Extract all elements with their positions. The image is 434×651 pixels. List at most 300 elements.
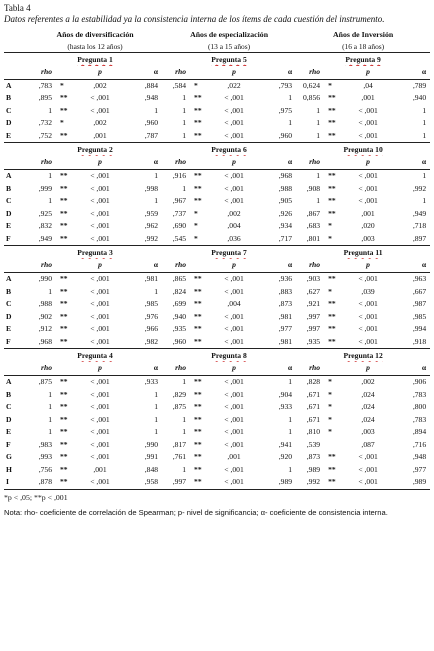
significance-mark: ** xyxy=(194,286,202,296)
table-row xyxy=(4,208,430,221)
significance-mark: ** xyxy=(60,105,68,115)
rho-value: 1 xyxy=(48,389,52,399)
significance-mark: ** xyxy=(328,311,336,321)
p-value: ,004 xyxy=(227,221,241,231)
group-subtitle-row xyxy=(4,41,430,53)
col-alpha: α xyxy=(124,156,162,169)
significance-mark: ** xyxy=(60,439,68,449)
p-value: < ,001 xyxy=(90,324,110,334)
rho-value: ,671 xyxy=(306,389,321,399)
alpha-value: 1 xyxy=(288,414,293,424)
alpha-value: 1 xyxy=(422,196,427,206)
item-label: D xyxy=(6,208,12,218)
rho-value: ,895 xyxy=(38,93,52,103)
significance-mark: ** xyxy=(328,93,336,103)
question-header-row xyxy=(4,53,430,67)
item-label: I xyxy=(4,476,28,489)
rho-value: ,983 xyxy=(38,439,52,449)
col-p: p xyxy=(76,362,124,375)
question-title xyxy=(28,246,162,260)
table-row xyxy=(4,105,430,118)
item-label: B xyxy=(6,389,12,399)
p-value: < ,001 xyxy=(90,427,110,437)
significance-mark: * xyxy=(194,80,198,90)
rho-value: 1 xyxy=(296,130,324,143)
alpha-value: ,667 xyxy=(412,286,427,296)
significance-mark: ** xyxy=(194,439,202,449)
rho-value: ,832 xyxy=(38,221,52,231)
p-value: < ,001 xyxy=(90,452,110,462)
significance-mark: * xyxy=(60,80,64,90)
alpha-value: 1 xyxy=(288,464,293,474)
significance-mark: ** xyxy=(194,93,202,103)
alpha-value: ,992 xyxy=(124,233,162,246)
rho-value: ,873 xyxy=(306,452,321,462)
significance-mark: ** xyxy=(328,183,336,193)
rho-value: ,967 xyxy=(172,196,187,206)
table-row xyxy=(4,336,430,349)
alpha-value: ,934 xyxy=(278,221,293,231)
item-label: A xyxy=(6,377,12,387)
col-p: p xyxy=(210,259,258,272)
question-label: Pregunta 11 xyxy=(343,248,383,258)
table-row xyxy=(4,130,430,143)
significance-mark: ** xyxy=(194,299,202,309)
alpha-value: ,717 xyxy=(258,233,296,246)
significance-mark: ** xyxy=(324,130,344,143)
alpha-value: ,936 xyxy=(278,274,293,284)
rho-value: ,989 xyxy=(306,464,321,474)
rho-value: ,752 xyxy=(28,130,56,143)
rho-value: ,925 xyxy=(38,208,52,218)
p-value: < ,001 xyxy=(90,274,110,284)
p-value: < ,001 xyxy=(224,118,244,128)
p-value: < ,001 xyxy=(76,336,124,349)
p-value: < ,001 xyxy=(90,286,110,296)
rho-value: ,824 xyxy=(172,286,187,296)
p-value: < ,001 xyxy=(210,476,258,489)
table-row xyxy=(4,298,430,311)
rho-value: ,671 xyxy=(306,414,321,424)
rho-value: 1 xyxy=(316,171,321,181)
rho-value: 1 xyxy=(48,286,52,296)
col-alpha: α xyxy=(392,66,430,79)
p-value: < ,001 xyxy=(224,414,244,424)
alpha-value: ,987 xyxy=(412,299,427,309)
p-value: < ,001 xyxy=(90,183,110,193)
table-row xyxy=(4,464,430,477)
p-value: < ,001 xyxy=(90,377,110,387)
p-value: ,022 xyxy=(227,80,241,90)
significance-mark: * xyxy=(328,286,332,296)
p-value: ,002 xyxy=(93,80,107,90)
item-label: D xyxy=(6,311,12,321)
alpha-value: ,989 xyxy=(258,476,296,489)
p-value: < ,001 xyxy=(344,476,392,489)
question-title xyxy=(296,246,430,260)
rho-value: 1 xyxy=(316,105,321,115)
significance-mark: ** xyxy=(60,414,68,424)
alpha-value: ,897 xyxy=(392,233,430,246)
question-label: Pregunta 9 xyxy=(345,55,381,64)
p-value: < ,001 xyxy=(90,208,110,218)
significance-mark: ** xyxy=(190,476,210,489)
significance-mark: * xyxy=(328,221,332,231)
rho-value: ,584 xyxy=(172,80,187,90)
rho-value: 0,856 xyxy=(302,93,321,103)
alpha-value: 1 xyxy=(422,105,427,115)
table-row xyxy=(4,439,430,452)
table-row xyxy=(4,451,430,464)
rho-value: ,732 xyxy=(38,118,52,128)
rho-value: ,960 xyxy=(162,336,190,349)
rho-value: ,875 xyxy=(172,402,187,412)
rho-value: 1 xyxy=(48,414,52,424)
significance-mark: * xyxy=(328,402,332,412)
alpha-value: ,976 xyxy=(144,311,159,321)
rho-value: ,949 xyxy=(28,233,56,246)
p-value: ,039 xyxy=(361,286,375,296)
stability-table xyxy=(4,29,430,490)
alpha-value: 1 xyxy=(154,389,159,399)
col-p: p xyxy=(344,66,392,79)
rho-value: 1 xyxy=(48,427,52,437)
alpha-value: ,948 xyxy=(144,93,159,103)
significance-mark: ** xyxy=(60,196,68,206)
item-label: B xyxy=(6,183,12,193)
alpha-value: ,949 xyxy=(412,208,427,218)
rho-value: ,829 xyxy=(172,389,187,399)
rho-value: ,699 xyxy=(172,299,187,309)
question-label: Pregunta 10 xyxy=(343,145,383,155)
significance-mark: ** xyxy=(194,196,202,206)
rho-value: ,737 xyxy=(172,208,187,218)
column-header-row xyxy=(4,362,430,375)
col-p: p xyxy=(210,156,258,169)
rho-value: ,756 xyxy=(38,464,52,474)
alpha-value: ,884 xyxy=(144,80,159,90)
significance-mark: ** xyxy=(56,233,76,246)
alpha-value: ,981 xyxy=(258,336,296,349)
item-label: F xyxy=(4,336,28,349)
alpha-value: ,783 xyxy=(412,414,427,424)
alpha-value: ,718 xyxy=(412,221,427,231)
item-label: D xyxy=(6,118,12,128)
significance-mark: ** xyxy=(60,183,68,193)
alpha-value: ,966 xyxy=(144,324,159,334)
alpha-value: ,883 xyxy=(278,286,293,296)
rho-value: ,810 xyxy=(306,427,321,437)
alpha-value: ,933 xyxy=(144,377,159,387)
col-alpha: α xyxy=(392,362,430,375)
question-label: Pregunta 5 xyxy=(211,55,247,64)
significance-mark: * xyxy=(190,233,210,246)
p-value: ,024 xyxy=(361,389,375,399)
col-rho: rho xyxy=(28,66,56,79)
p-value: < ,001 xyxy=(358,274,378,284)
item-label: C xyxy=(6,402,12,412)
rho-value: ,867 xyxy=(306,208,321,218)
item-label: B xyxy=(6,286,12,296)
item-label: E xyxy=(6,427,12,437)
p-value: < ,001 xyxy=(224,171,244,181)
column-header-row xyxy=(4,66,430,79)
rho-value: ,935 xyxy=(296,336,324,349)
alpha-value: ,848 xyxy=(144,464,159,474)
item-label: E xyxy=(4,130,28,143)
rho-value: ,935 xyxy=(172,324,187,334)
alpha-value: ,994 xyxy=(412,324,427,334)
p-value: ,087 xyxy=(361,439,375,449)
table-row xyxy=(4,414,430,427)
p-value: < ,001 xyxy=(90,439,110,449)
rho-value: ,875 xyxy=(38,377,52,387)
significance-mark: ** xyxy=(60,452,68,462)
question-header-row xyxy=(4,349,430,363)
question-title xyxy=(296,143,430,157)
p-value: < ,001 xyxy=(90,414,110,424)
question-header-row xyxy=(4,246,430,260)
question-header-row xyxy=(4,143,430,157)
significance-mark: ** xyxy=(60,389,68,399)
p-value: < ,001 xyxy=(210,130,258,143)
alpha-value: ,991 xyxy=(144,452,159,462)
significance-mark: ** xyxy=(60,221,68,231)
rho-value: ,997 xyxy=(306,311,321,321)
p-value: < ,001 xyxy=(90,402,110,412)
significance-mark: ** xyxy=(60,324,68,334)
p-value: ,002 xyxy=(93,118,107,128)
col-alpha: α xyxy=(258,66,296,79)
col-rho: rho xyxy=(162,259,190,272)
significance-mark: ** xyxy=(328,208,336,218)
alpha-value: 1 xyxy=(392,130,430,143)
significance-mark: * xyxy=(328,427,332,437)
alpha-value: ,977 xyxy=(412,464,427,474)
alpha-value: 1 xyxy=(154,414,159,424)
item-label: A xyxy=(6,274,12,284)
table-body xyxy=(4,29,430,490)
significance-mark: ** xyxy=(194,427,202,437)
p-value: < ,001 xyxy=(224,402,244,412)
rho-value: ,539 xyxy=(306,439,321,449)
rho-value: ,997 xyxy=(306,324,321,334)
p-value: < ,001 xyxy=(358,196,378,206)
p-value: ,001 xyxy=(361,208,375,218)
p-value: < ,001 xyxy=(358,105,378,115)
question-title xyxy=(28,53,162,67)
alpha-value: ,981 xyxy=(278,311,293,321)
alpha-value: ,982 xyxy=(124,336,162,349)
alpha-value: 1 xyxy=(154,171,159,181)
significance-mark: ** xyxy=(328,299,336,309)
rho-value: ,690 xyxy=(172,221,187,231)
question-label: Pregunta 12 xyxy=(343,351,383,361)
p-value: < ,001 xyxy=(90,171,110,181)
p-value: < ,001 xyxy=(224,324,244,334)
col-alpha: α xyxy=(124,362,162,375)
alpha-value: ,988 xyxy=(278,183,293,193)
table-row xyxy=(4,183,430,196)
alpha-value: 1 xyxy=(154,286,159,296)
significance-mark: ** xyxy=(194,171,202,181)
significance-mark: ** xyxy=(194,452,202,462)
rho-value: 1 xyxy=(182,377,187,387)
significance-mark: ** xyxy=(60,93,68,103)
question-title xyxy=(162,349,296,363)
p-value: ,001 xyxy=(227,452,241,462)
question-title xyxy=(296,349,430,363)
question-label: Pregunta 7 xyxy=(211,248,247,258)
p-value: < ,001 xyxy=(344,130,392,143)
significance-mark: ** xyxy=(194,105,202,115)
rho-value: ,903 xyxy=(306,274,321,284)
significance-mark: ** xyxy=(328,118,336,128)
col-alpha: α xyxy=(392,156,430,169)
p-value: ,04 xyxy=(363,80,373,90)
rho-value: 0,624 xyxy=(302,80,321,90)
p-value: < ,001 xyxy=(90,221,110,231)
p-value: < ,001 xyxy=(90,299,110,309)
col-rho: rho xyxy=(162,362,190,375)
table-row xyxy=(4,273,430,286)
alpha-value: 1 xyxy=(288,427,293,437)
col-p: p xyxy=(344,259,392,272)
significance-mark: ** xyxy=(56,476,76,489)
col-rho: rho xyxy=(162,66,190,79)
significance-mark: ** xyxy=(328,105,336,115)
alpha-value: ,933 xyxy=(278,402,293,412)
significance-mark: ** xyxy=(328,274,336,284)
item-label: C xyxy=(6,299,12,309)
alpha-value: ,968 xyxy=(278,171,293,181)
significance-mark: ** xyxy=(194,377,202,387)
col-p: p xyxy=(344,156,392,169)
rho-value: ,683 xyxy=(306,221,321,231)
p-value: ,001 xyxy=(76,130,124,143)
significance-mark: ** xyxy=(60,274,68,284)
p-value: < ,001 xyxy=(358,183,378,193)
p-value: < ,001 xyxy=(224,464,244,474)
item-label: D xyxy=(6,414,12,424)
rho-value: ,902 xyxy=(38,311,52,321)
alpha-value: ,894 xyxy=(412,427,427,437)
alpha-value: ,990 xyxy=(144,439,159,449)
p-value: < ,001 xyxy=(358,311,378,321)
table-row xyxy=(4,323,430,336)
significance-mark: ** xyxy=(328,324,336,334)
col-alpha: α xyxy=(124,259,162,272)
alpha-value: ,940 xyxy=(412,93,427,103)
significance-mark: ** xyxy=(194,118,202,128)
p-value: < ,001 xyxy=(344,336,392,349)
rho-value: ,761 xyxy=(172,452,187,462)
significance-mark: * xyxy=(328,389,332,399)
significance-mark: ** xyxy=(190,336,210,349)
p-value: < ,001 xyxy=(358,452,378,462)
p-value: ,020 xyxy=(361,221,375,231)
significance-mark: ** xyxy=(328,196,336,206)
rho-value: 1 xyxy=(182,93,187,103)
question-label: Pregunta 1 xyxy=(77,55,113,64)
rho-value: ,997 xyxy=(162,476,190,489)
alpha-value: ,962 xyxy=(144,221,159,231)
table-subtitle: Datos referentes a la estabilidad ya la consistencia interna de los ítems de cada cuestión del instrumento. xyxy=(4,14,385,24)
table-row xyxy=(4,170,430,183)
p-value: ,001 xyxy=(361,93,375,103)
rho-value: 1 xyxy=(48,402,52,412)
question-label: Pregunta 8 xyxy=(211,351,247,361)
table-row xyxy=(4,376,430,389)
significance-mark: * xyxy=(194,208,198,218)
item-label: A xyxy=(6,80,12,90)
significance-mark: ** xyxy=(60,299,68,309)
rho-value: ,865 xyxy=(172,274,187,284)
item-label: G xyxy=(6,452,12,462)
rho-value: 1 xyxy=(48,171,52,181)
col-p: p xyxy=(76,259,124,272)
alpha-value: ,789 xyxy=(412,80,427,90)
col-alpha: α xyxy=(258,259,296,272)
significance-mark: ** xyxy=(60,377,68,387)
alpha-value: ,926 xyxy=(278,208,293,218)
p-value: < ,001 xyxy=(76,476,124,489)
significance-mark: ** xyxy=(60,286,68,296)
significance-mark: ** xyxy=(56,130,76,143)
p-value: < ,001 xyxy=(224,439,244,449)
item-label: F xyxy=(4,233,28,246)
significance-mark: ** xyxy=(194,389,202,399)
p-value: ,004 xyxy=(227,299,241,309)
rho-value: ,992 xyxy=(296,476,324,489)
p-value: < ,001 xyxy=(224,105,244,115)
significance-mark: ** xyxy=(194,414,202,424)
rho-value: 1 xyxy=(182,414,187,424)
col-alpha: α xyxy=(258,156,296,169)
alpha-value: ,906 xyxy=(412,377,427,387)
p-value: < ,001 xyxy=(90,389,110,399)
alpha-value: 1 xyxy=(422,171,427,181)
p-value: ,024 xyxy=(361,402,375,412)
alpha-value: ,959 xyxy=(144,208,159,218)
alpha-value: 1 xyxy=(288,93,293,103)
p-value: < ,001 xyxy=(90,93,110,103)
col-rho: rho xyxy=(28,156,56,169)
group-subtitle: (13 a 15 años) xyxy=(162,41,296,53)
col-rho: rho xyxy=(296,66,324,79)
alpha-value: ,989 xyxy=(392,476,430,489)
item-label: C xyxy=(6,196,12,206)
significance-note: *p < ,05; **p < ,001 xyxy=(4,493,68,503)
col-alpha: α xyxy=(124,66,162,79)
item-label: E xyxy=(6,324,12,334)
significance-mark: * xyxy=(60,118,64,128)
p-value: < ,001 xyxy=(224,377,244,387)
item-label: C xyxy=(6,105,12,115)
rho-value: ,545 xyxy=(162,233,190,246)
p-value: < ,001 xyxy=(90,311,110,321)
document xyxy=(4,3,430,519)
significance-mark: ** xyxy=(194,402,202,412)
alpha-value: 1 xyxy=(288,118,293,128)
col-p: p xyxy=(210,362,258,375)
col-alpha: α xyxy=(392,259,430,272)
col-rho: rho xyxy=(296,259,324,272)
rho-value: 1 xyxy=(162,130,190,143)
table-row xyxy=(4,401,430,414)
significance-mark: ** xyxy=(190,130,210,143)
rho-value: 1 xyxy=(48,196,52,206)
